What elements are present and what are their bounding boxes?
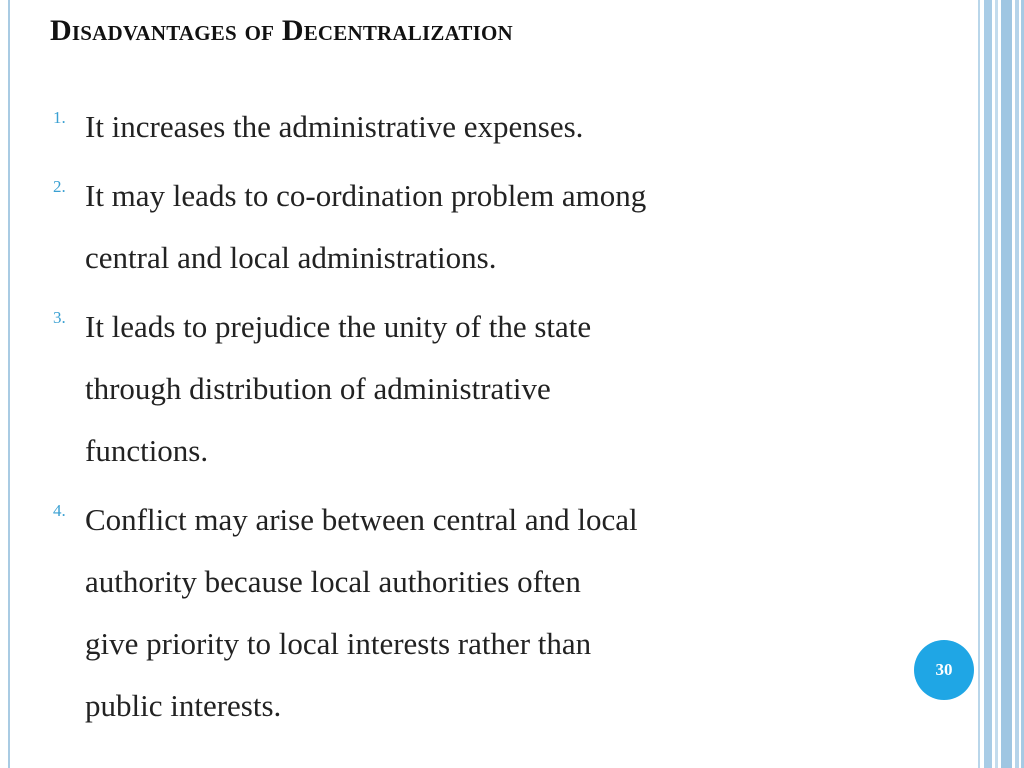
list-item-number: 3. xyxy=(53,308,66,327)
page-number-badge: 30 xyxy=(914,640,974,700)
list-item xyxy=(50,165,850,289)
list-item xyxy=(50,296,850,482)
list-item-text: It leads to prejudice the unity of the state through distribution of administrative functions. xyxy=(85,309,592,468)
list-item-number: 4. xyxy=(53,501,66,520)
right-decorative-stripe xyxy=(978,0,980,768)
list-item xyxy=(50,489,850,737)
right-decorative-stripe xyxy=(995,0,998,768)
right-decorative-stripe xyxy=(984,0,992,768)
disadvantages-list xyxy=(50,96,850,744)
left-border-line xyxy=(8,0,10,768)
right-decorative-stripe xyxy=(1015,0,1019,768)
list-item-number: 2. xyxy=(53,177,66,196)
list-item-text: It may leads to co-ordination problem among central and local administrations. xyxy=(85,178,647,275)
list-item xyxy=(50,96,850,158)
slide-title: Disadvantages of Decentralization xyxy=(50,14,513,47)
list-item-number: 1. xyxy=(53,108,66,127)
list-item-text: It increases the administrative expenses. xyxy=(85,109,584,144)
list-item-text: Conflict may arise between central and local authority because local authorities often give priority to local interests rather than public interests. xyxy=(85,502,638,723)
right-decorative-stripe xyxy=(1001,0,1012,768)
